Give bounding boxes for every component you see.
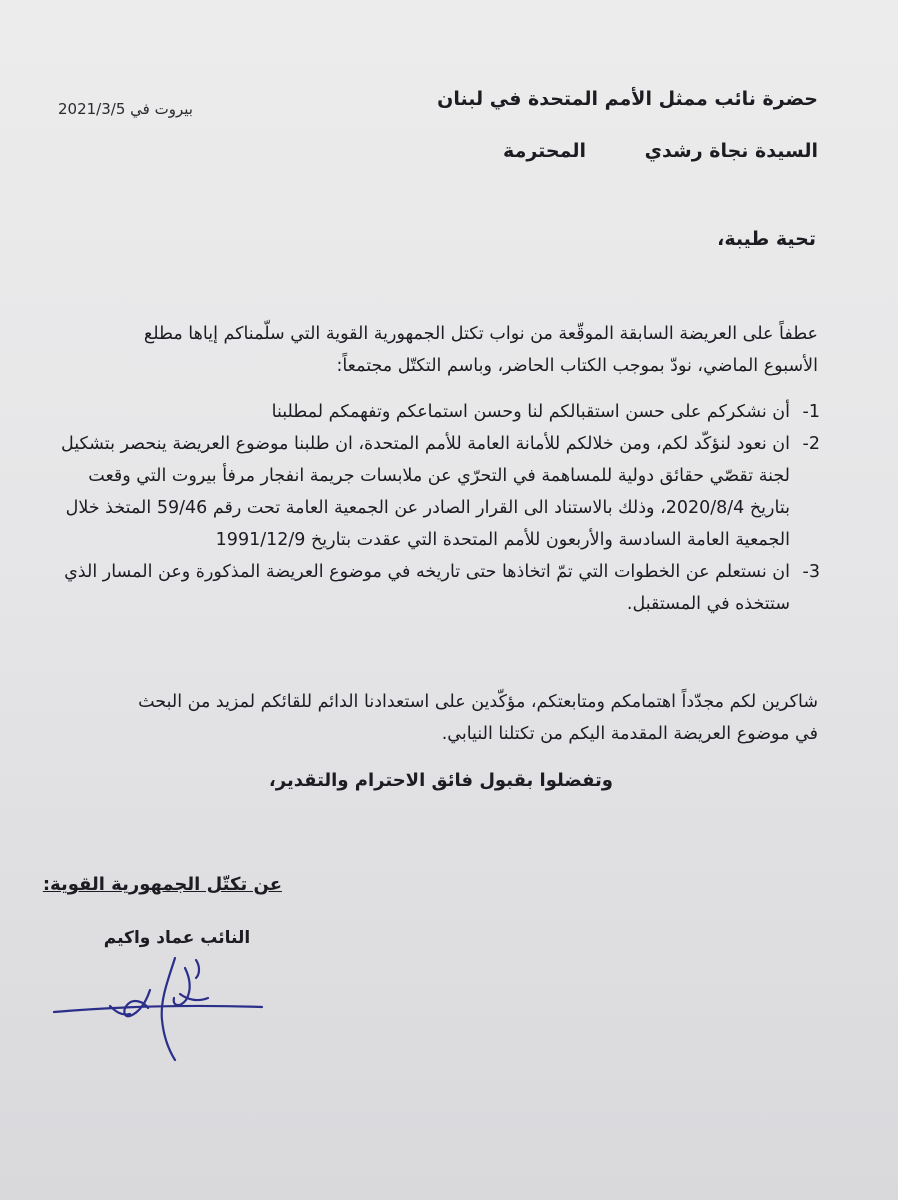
letter-date: بيروت في 2021/3/5 <box>58 100 193 118</box>
addressee-name: السيدة نجاة رشدي <box>644 140 818 162</box>
list-item <box>58 396 818 428</box>
item-number: -3 <box>802 562 820 582</box>
closing-line: في موضوع العريضة المقدمة اليكم من تكتلنا النيابي. <box>441 724 818 744</box>
addressee-office: حضرة نائب ممثل الأمم المتحدة في لبنان <box>437 88 818 110</box>
regards-line: وتفضلوا بقبول فائق الاحترام والتقدير، <box>268 770 613 791</box>
intro-line: الأسبوع الماضي، نودّ بموجب الكتاب الحاضر، وباسم التكتّل مجتمعاً: <box>336 356 818 376</box>
signature-stroke <box>54 1006 262 1012</box>
item-text: أن نشكركم على حسن استقبالكم لنا وحسن استماعكم وتفهمكم لمطلبنا <box>271 402 790 422</box>
signatory-name: النائب عماد واكيم <box>103 928 251 948</box>
item-number: -1 <box>802 402 820 422</box>
greeting: تحية طيبة، <box>717 228 816 250</box>
handwritten-signature <box>50 950 270 1065</box>
item-number: -2 <box>802 434 820 454</box>
signature-stroke <box>124 990 150 1016</box>
signing-bloc: عن تكتّل الجمهورية القوية: <box>42 874 282 895</box>
list-item <box>58 428 818 556</box>
list-item <box>58 556 818 620</box>
signature-stroke <box>174 968 190 1005</box>
closing-line: شاكرين لكم مجدّداً اهتمامكم ومتابعتكم، مؤكّدين على استعدادنا الدائم للقائكم لمزيد من البحث <box>138 692 818 712</box>
intro-paragraph <box>58 318 818 382</box>
addressee-honorific: المحترمة <box>503 140 586 162</box>
closing-paragraph <box>58 686 818 750</box>
item-text: ان نستعلم عن الخطوات التي تمّ اتخاذها حتى تاريخه في موضوع العريضة المذكورة وعن المسار الذي ستتخذه في المستقبل. <box>64 562 790 614</box>
signature-stroke <box>162 958 175 1060</box>
item-text: ان نعود لنؤكّد لكم، ومن خلالكم للأمانة العامة للأمم المتحدة، ان طلبنا موضوع العريضة ينحصر بتشكيل لجنة تقصّي حقائق دولية للمساهمة في التحرّي عن ملابسات جريمة انفجار مرفأ بيروت التي وقعت بتاريخ 2020/8/4، وذلك بالاستناد الى القرار الصادر عن الجمعية العامة تحت رقم 59/46 المتخذ خلال الجمعية العامة السادسة والأربعون للأمم المتحدة التي عقدت بتاريخ 1991/12/9 <box>60 434 790 550</box>
signature-stroke <box>180 994 208 1000</box>
intro-line: عطفاً على العريضة السابقة الموقّعة من نواب تكتل الجمهورية القوية التي سلّمناكم إياها مطلع <box>143 324 818 344</box>
request-list <box>58 396 818 620</box>
signature-stroke <box>196 960 199 978</box>
